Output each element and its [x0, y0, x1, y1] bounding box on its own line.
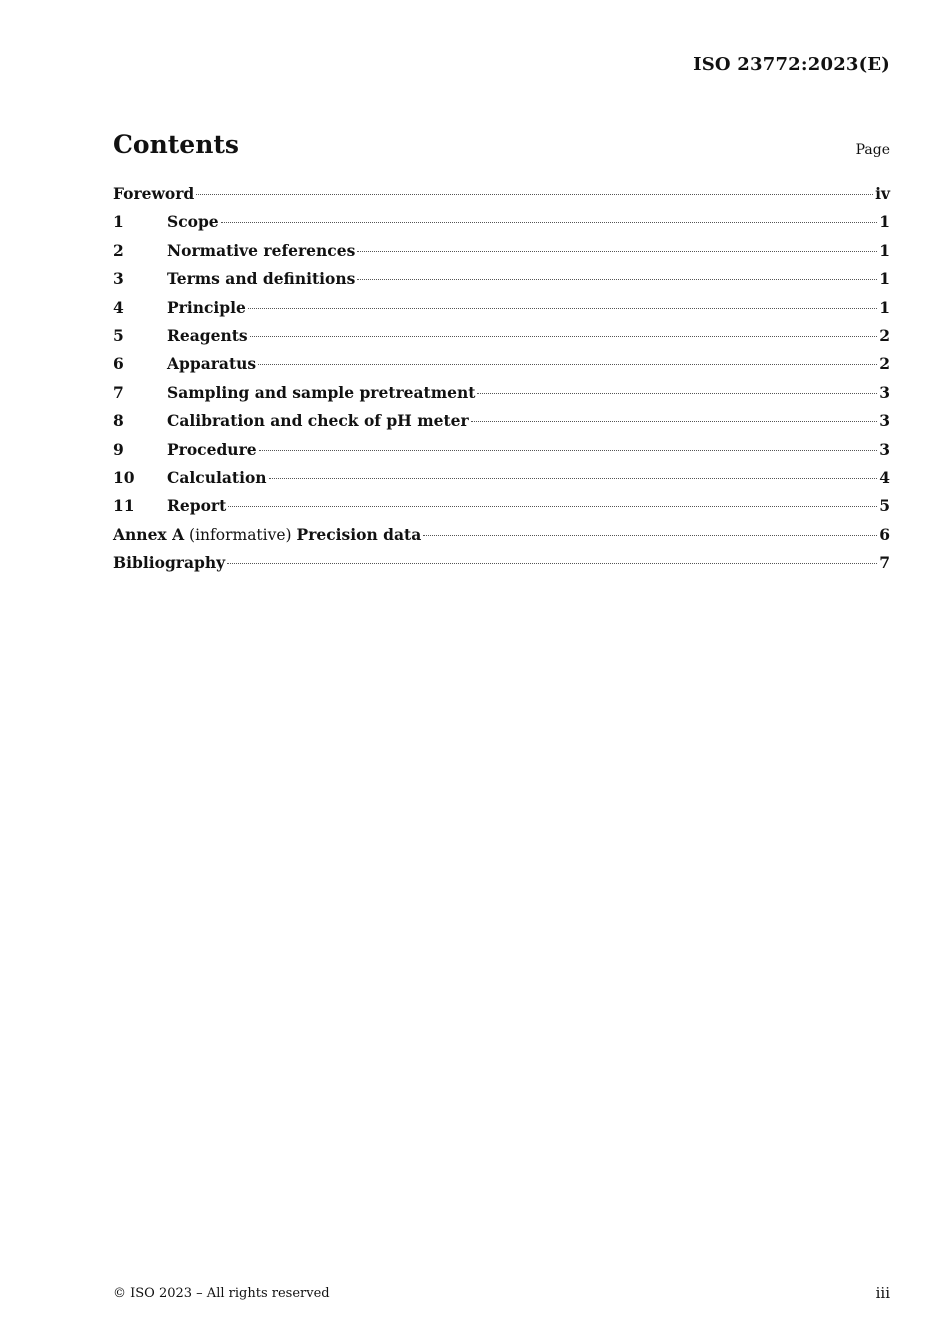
toc-entry-title: Bibliography [113, 553, 226, 573]
toc-entry-title: Reagents [167, 325, 248, 345]
toc-leader-dots [259, 450, 878, 451]
toc-entry-bibliography[interactable] [113, 553, 890, 581]
table-of-contents [113, 184, 890, 581]
copyright-notice: © ISO 2023 – All rights reserved [113, 1286, 330, 1301]
annex-title: Precision data [296, 524, 422, 544]
toc-entry-page: 3 [879, 439, 890, 459]
page-column-label: Page [855, 142, 890, 158]
annex-qualifier: (informative) [189, 525, 292, 544]
toc-entry-title: Principle [167, 297, 246, 317]
toc-entry-sampling[interactable] [113, 383, 890, 411]
toc-entry-calculation[interactable] [113, 468, 890, 496]
toc-entry-principle[interactable] [113, 298, 890, 326]
toc-entry-title: Terms and definitions [167, 269, 356, 289]
toc-leader-dots [250, 336, 878, 337]
toc-leader-dots [477, 393, 877, 394]
toc-entry-number: 1 [113, 212, 124, 232]
toc-entry-page: 3 [879, 411, 890, 431]
toc-leader-dots [357, 251, 877, 252]
toc-entry-page: 1 [879, 212, 890, 232]
page-number: iii [875, 1284, 890, 1302]
toc-entry-scope[interactable] [113, 212, 890, 240]
toc-entry-foreword[interactable] [113, 184, 890, 212]
toc-entry-apparatus[interactable] [113, 354, 890, 382]
toc-entry-number: 11 [113, 496, 135, 516]
toc-entry-page: 1 [879, 240, 890, 260]
toc-entry-page: 5 [879, 496, 890, 516]
toc-leader-dots [228, 506, 877, 507]
document-id: ISO 23772:2023(E) [693, 54, 890, 75]
toc-entry-number: 6 [113, 354, 124, 374]
toc-entry-page: 2 [879, 354, 890, 374]
toc-entry-page: 7 [879, 553, 890, 573]
toc-entry-page: 1 [879, 269, 890, 289]
toc-entry-terms-and-definitions[interactable] [113, 269, 890, 297]
toc-entry-number: 10 [113, 467, 135, 487]
toc-entry-page: iv [875, 184, 890, 203]
toc-entry-title: Scope [167, 212, 219, 232]
toc-leader-dots [269, 478, 878, 479]
toc-entry-report[interactable] [113, 496, 890, 524]
toc-leader-dots [258, 364, 877, 365]
toc-entry-annex-a[interactable] [113, 525, 890, 553]
toc-entry-page: 1 [879, 297, 890, 317]
toc-entry-normative-references[interactable] [113, 241, 890, 269]
toc-entry-title: Sampling and sample pretreatment [167, 382, 476, 402]
toc-entry-number: 9 [113, 439, 124, 459]
toc-entry-title: Foreword [113, 184, 195, 203]
toc-entry-reagents[interactable] [113, 326, 890, 354]
toc-entry-title: Normative references [167, 240, 356, 260]
toc-entry-number: 7 [113, 382, 124, 402]
toc-entry-number: 8 [113, 411, 124, 431]
toc-entry-title: Calculation [167, 467, 267, 487]
annex-label: Annex A [113, 524, 185, 544]
toc-entry-procedure[interactable] [113, 440, 890, 468]
toc-entry-title: Procedure [167, 439, 257, 459]
toc-leader-dots [357, 279, 877, 280]
toc-leader-dots [221, 222, 878, 223]
toc-entry-page: 3 [879, 382, 890, 402]
toc-entry-page: 6 [879, 524, 890, 544]
toc-leader-dots [471, 421, 878, 422]
toc-entry-title: Apparatus [167, 354, 257, 374]
toc-entry-title: Report [167, 496, 227, 516]
toc-entry-number: 3 [113, 269, 124, 289]
toc-entry-calibration[interactable] [113, 411, 890, 439]
toc-entry-number: 5 [113, 325, 124, 345]
toc-leader-dots [227, 563, 877, 564]
toc-entry-page: 4 [879, 467, 890, 487]
contents-title: Contents [113, 130, 240, 159]
toc-entry-number: 4 [113, 297, 124, 317]
toc-entry-title: Calibration and check of pH meter [167, 411, 469, 431]
toc-leader-dots [423, 535, 877, 536]
toc-leader-dots [196, 194, 873, 195]
toc-leader-dots [248, 308, 877, 309]
toc-entry-page: 2 [879, 325, 890, 345]
toc-entry-number: 2 [113, 240, 124, 260]
